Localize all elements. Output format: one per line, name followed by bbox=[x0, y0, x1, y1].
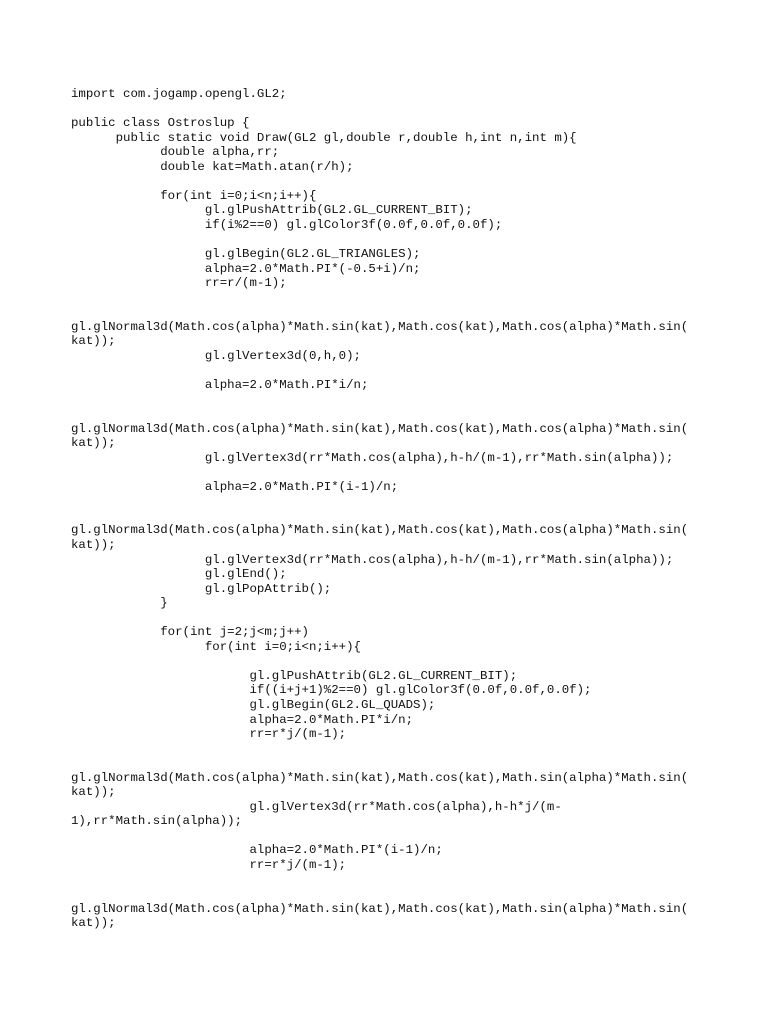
code-line: rr=r*j/(m-1); bbox=[71, 727, 347, 742]
code-line: kat)); bbox=[71, 785, 116, 800]
code-line: if(i%2==0) gl.glColor3f(0.0f,0.0f,0.0f); bbox=[71, 217, 503, 232]
code-line: gl.glVertex3d(0,h,0); bbox=[71, 348, 361, 363]
code-line bbox=[71, 407, 711, 422]
code-line bbox=[71, 291, 711, 306]
code-line: gl.glBegin(GL2.GL_QUADS); bbox=[71, 697, 436, 712]
code-line: kat)); bbox=[71, 537, 116, 552]
code-line bbox=[71, 509, 711, 524]
code-line: } bbox=[71, 596, 168, 611]
code-line: gl.glVertex3d(rr*Math.cos(alpha),h-h/(m-1),rr*Math.sin(alpha)); bbox=[71, 552, 674, 567]
code-block bbox=[71, 87, 711, 931]
code-line bbox=[71, 611, 711, 626]
code-line: gl.glPushAttrib(GL2.GL_CURRENT_BIT); bbox=[71, 668, 518, 683]
code-line bbox=[71, 654, 711, 669]
code-line: alpha=2.0*Math.PI*i/n; bbox=[71, 377, 369, 392]
code-line: for(int i=0;i<n;i++){ bbox=[71, 639, 361, 654]
code-line bbox=[71, 102, 711, 117]
code-line: double kat=Math.atan(r/h); bbox=[71, 159, 354, 174]
code-line: for(int i=0;i<n;i++){ bbox=[71, 188, 317, 203]
code-line: gl.glNormal3d(Math.cos(alpha)*Math.sin(kat),Math.cos(kat),Math.cos(alpha)*Math.sin( bbox=[71, 421, 689, 436]
code-line: gl.glNormal3d(Math.cos(alpha)*Math.sin(kat),Math.cos(kat),Math.sin(alpha)*Math.sin( bbox=[71, 901, 689, 916]
code-line: for(int j=2;j<m;j++) bbox=[71, 625, 309, 640]
code-line: gl.glNormal3d(Math.cos(alpha)*Math.sin(kat),Math.cos(kat),Math.cos(alpha)*Math.sin( bbox=[71, 319, 689, 334]
code-line bbox=[71, 392, 711, 407]
code-line: alpha=2.0*Math.PI*(i-1)/n; bbox=[71, 479, 399, 494]
code-line bbox=[71, 829, 711, 844]
code-line: gl.glVertex3d(rr*Math.cos(alpha),h-h*j/(m- bbox=[71, 799, 562, 814]
code-line bbox=[71, 174, 711, 189]
code-line: alpha=2.0*Math.PI*(-0.5+i)/n; bbox=[71, 261, 421, 276]
code-line: alpha=2.0*Math.PI*(i-1)/n; bbox=[71, 843, 443, 858]
code-line bbox=[71, 494, 711, 509]
code-line: if((i+j+1)%2==0) gl.glColor3f(0.0f,0.0f,0.0f); bbox=[71, 683, 592, 698]
code-line bbox=[71, 465, 711, 480]
code-line: alpha=2.0*Math.PI*i/n; bbox=[71, 712, 414, 727]
code-line bbox=[71, 363, 711, 378]
code-line: kat)); bbox=[71, 916, 116, 931]
code-line: 1),rr*Math.sin(alpha)); bbox=[71, 814, 243, 829]
code-line: kat)); bbox=[71, 436, 116, 451]
code-line: gl.glNormal3d(Math.cos(alpha)*Math.sin(kat),Math.cos(kat),Math.sin(alpha)*Math.sin( bbox=[71, 770, 689, 785]
code-line: gl.glEnd(); bbox=[71, 567, 287, 582]
code-line bbox=[71, 742, 711, 757]
code-line: gl.glBegin(GL2.GL_TRIANGLES); bbox=[71, 247, 421, 262]
code-line bbox=[71, 887, 711, 902]
code-line: rr=r*j/(m-1); bbox=[71, 857, 347, 872]
code-line: kat)); bbox=[71, 334, 116, 349]
code-line: double alpha,rr; bbox=[71, 145, 280, 160]
code-line: public static void Draw(GL2 gl,double r,double h,int n,int m){ bbox=[71, 130, 577, 145]
code-line bbox=[71, 305, 711, 320]
code-line: gl.glPopAttrib(); bbox=[71, 581, 332, 596]
code-line bbox=[71, 873, 711, 888]
code-line bbox=[71, 756, 711, 771]
code-line: gl.glNormal3d(Math.cos(alpha)*Math.sin(kat),Math.cos(kat),Math.cos(alpha)*Math.sin( bbox=[71, 523, 689, 538]
code-line: public class Ostroslup { bbox=[71, 116, 250, 131]
code-line: import com.jogamp.opengl.GL2; bbox=[71, 87, 287, 101]
code-line: gl.glVertex3d(rr*Math.cos(alpha),h-h/(m-1),rr*Math.sin(alpha)); bbox=[71, 450, 674, 465]
code-line: gl.glPushAttrib(GL2.GL_CURRENT_BIT); bbox=[71, 203, 473, 218]
code-line bbox=[71, 232, 711, 247]
code-line: rr=r/(m-1); bbox=[71, 276, 287, 291]
